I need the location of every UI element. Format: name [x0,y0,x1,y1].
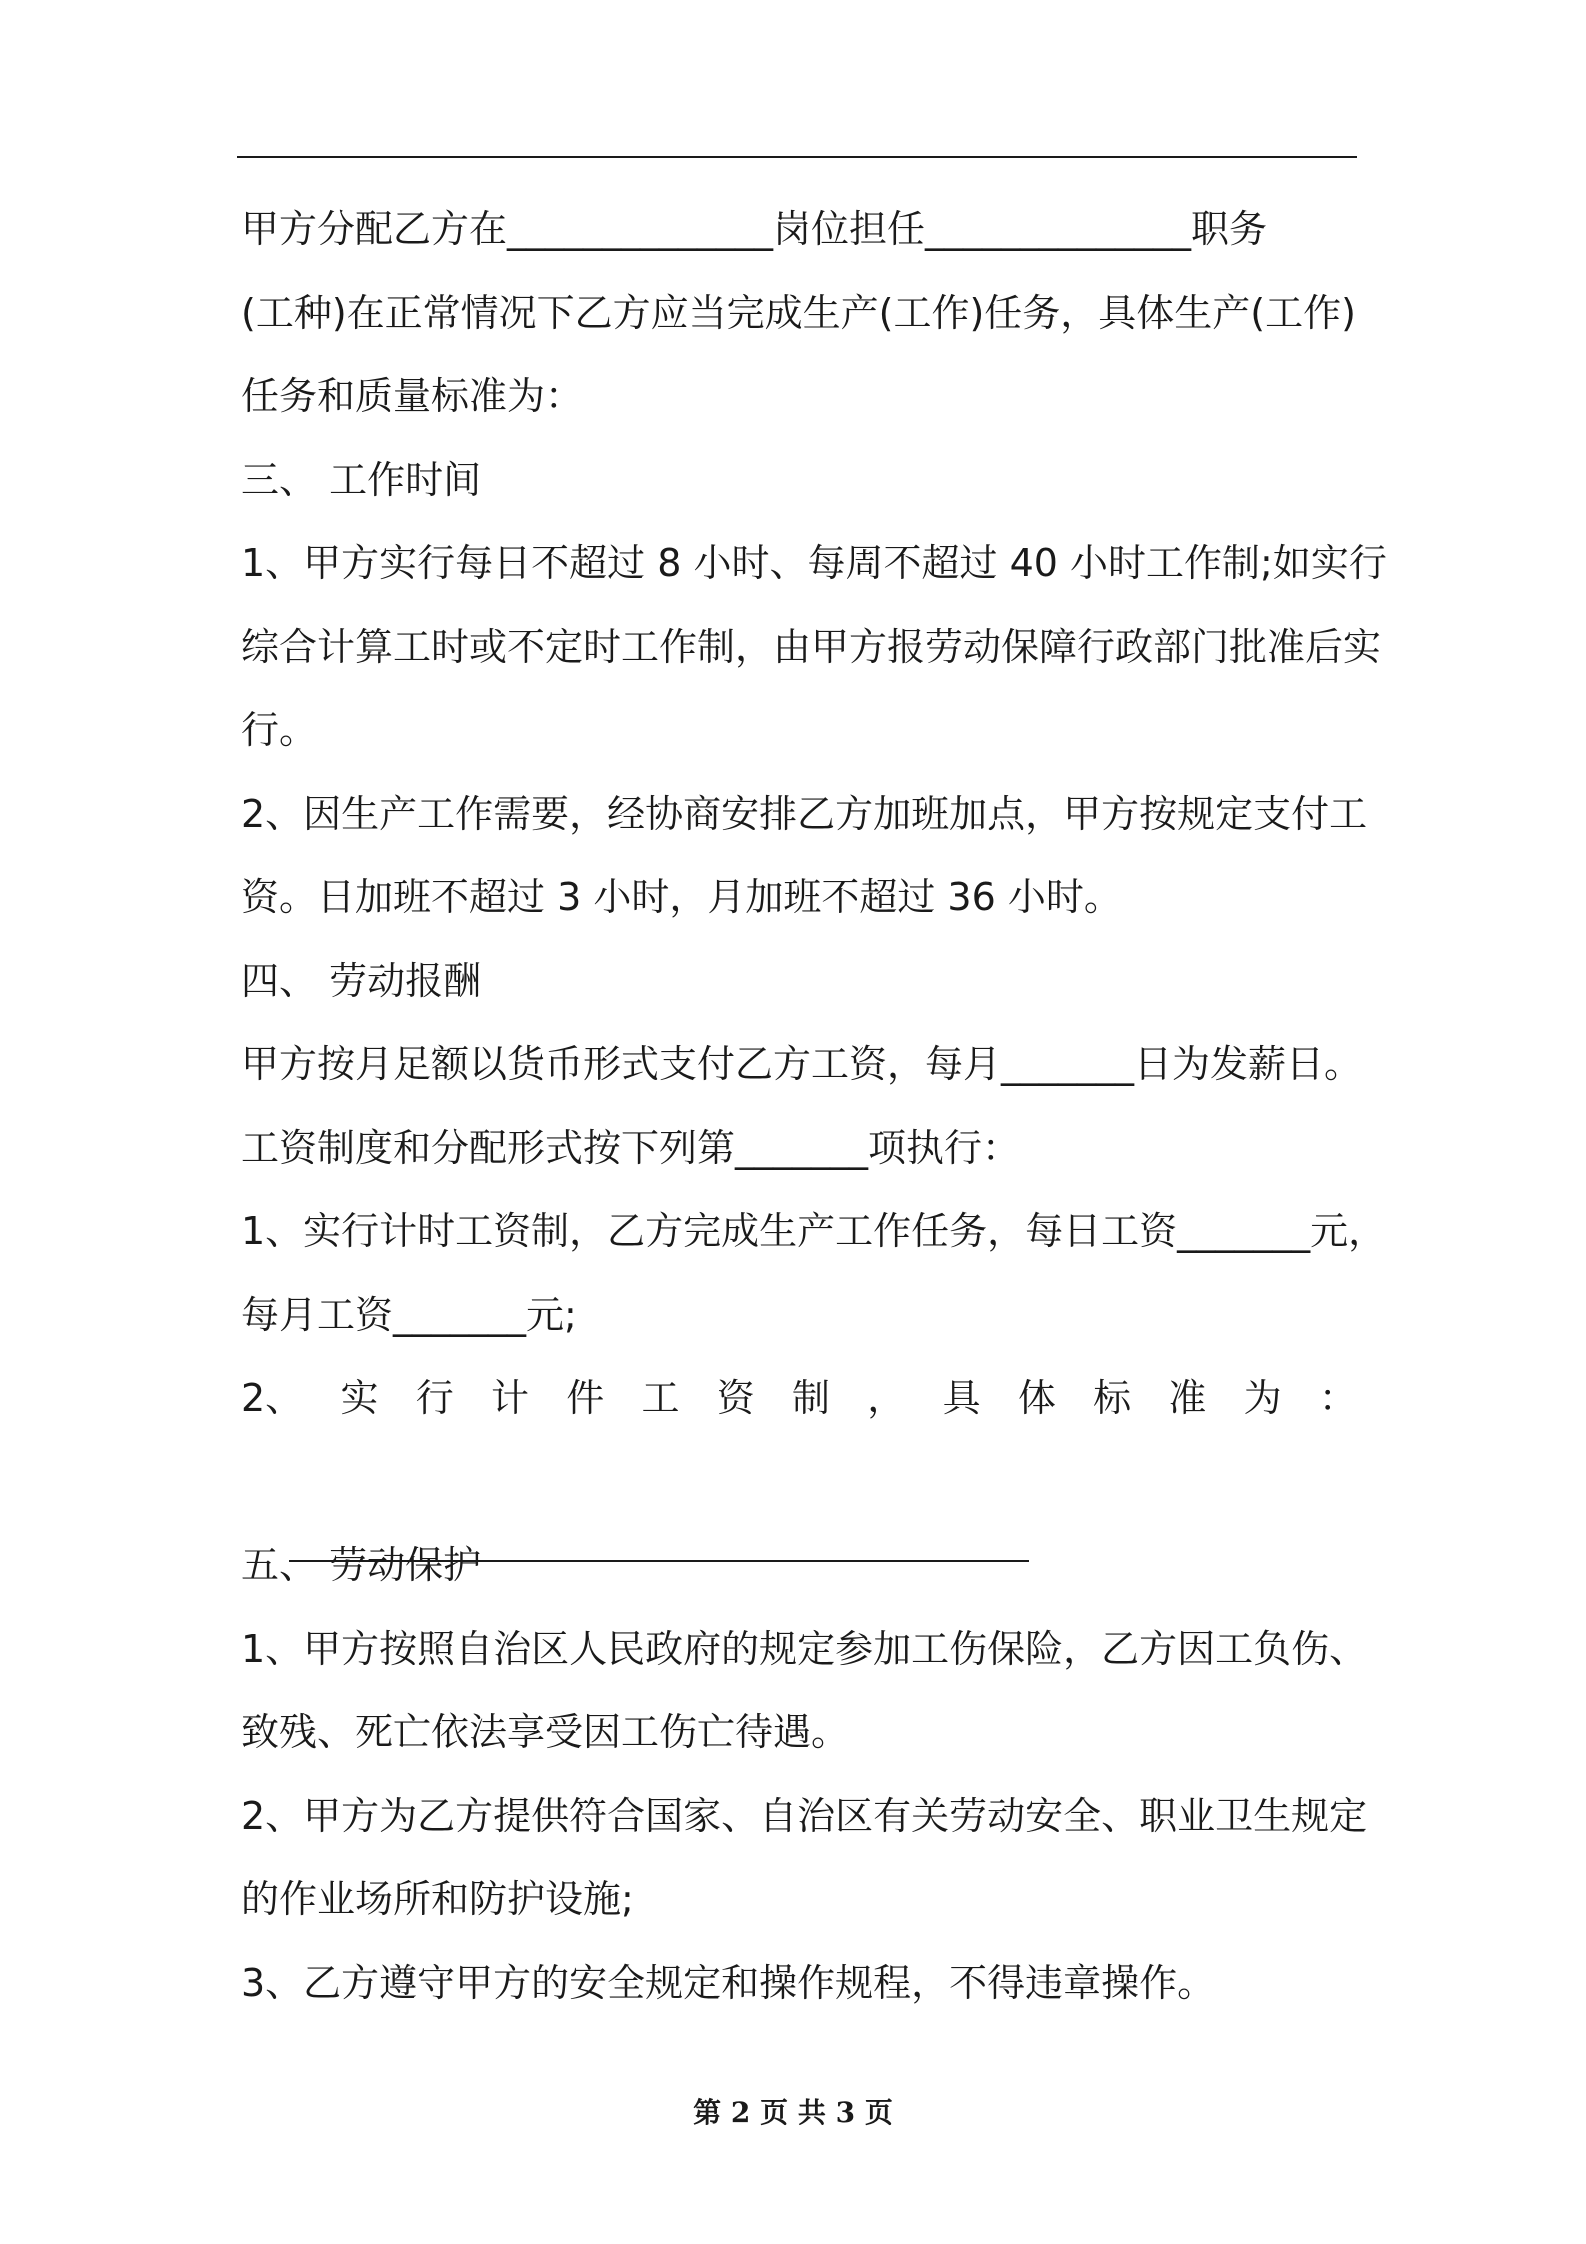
spaced-char: 制 [792,1376,831,1420]
text-line: 综合计算工时或不定时工作制，由甲方报劳动保障行政部门批准后实 [241,624,1382,669]
spaced-char: ： [1318,1376,1357,1420]
spaced-char: 行 [415,1376,454,1420]
document-body [241,197,1387,2034]
section-heading-labor-protection: 五、 劳动保护 [241,1543,482,1587]
text-line: 资。日加班不超过 3 小时，月加班不超过 36 小时。 [241,875,1122,919]
spaced-char: 具 [942,1376,981,1420]
spaced-char: 标 [1093,1376,1132,1420]
spaced-char: 准 [1168,1376,1207,1420]
spaced-char: 体 [1017,1376,1056,1420]
spaced-char: 资 [716,1376,755,1420]
spaced-char: 件 [566,1376,605,1420]
spaced-char: 为 [1243,1376,1282,1420]
text-line: 致残、死亡依法享受因工伤亡待遇。 [241,1710,850,1754]
text-line: 3、乙方遵守甲方的安全规定和操作规程，不得违章操作。 [241,1960,1216,2005]
blank-fill-line [241,1450,1357,1534]
text-line: 1、实行计时工资制，乙方完成生产工作任务，每日工资_______元， [241,1209,1387,1253]
text-line: 甲方按月足额以货币形式支付乙方工资，每月_______日为发薪日。 [241,1042,1363,1086]
justified-text-line [241,1366,1357,1450]
spaced-char: 计 [490,1376,529,1420]
text-line: 的作业场所和防护设施; [241,1877,634,1921]
text-line: 2、因生产工作需要，经协商安排乙方加班加点，甲方按规定支付工 [241,791,1368,836]
section-heading-remuneration: 四、 劳动报酬 [241,958,482,1003]
text-line: 行。 [241,708,318,752]
text-line: 2、甲方为乙方提供符合国家、自治区有关劳动安全、职业卫生规定 [241,1793,1368,1838]
section-heading-work-time: 三、 工作时间 [241,457,482,502]
text-line: 1、甲方按照自治区人民政府的规定参加工伤保险，乙方因工负伤、 [241,1626,1368,1671]
spaced-char: 2、 [241,1376,304,1420]
text-line: 任务和质量标准为： [241,374,584,418]
text-line: 1、甲方实行每日不超过 8 小时、每周不超过 40 小时工作制;如实行 [241,541,1387,585]
page-number: 第 2 页 共 3 页 [693,2096,893,2129]
spaced-char: 工 [641,1376,680,1420]
spaced-char: 实 [340,1376,379,1420]
text-line: 每月工资_______元; [241,1292,577,1337]
spaced-char: ， [867,1376,906,1420]
text-line: 甲方分配乙方在______________岗位担任______________职务 [241,207,1268,251]
text-line: (工种)在正常情况下乙方应当完成生产(工作)任务，具体生产(工作) [241,290,1356,335]
header-rule [237,156,1357,158]
text-line: 工资制度和分配形式按下列第_______项执行： [241,1125,1021,1170]
